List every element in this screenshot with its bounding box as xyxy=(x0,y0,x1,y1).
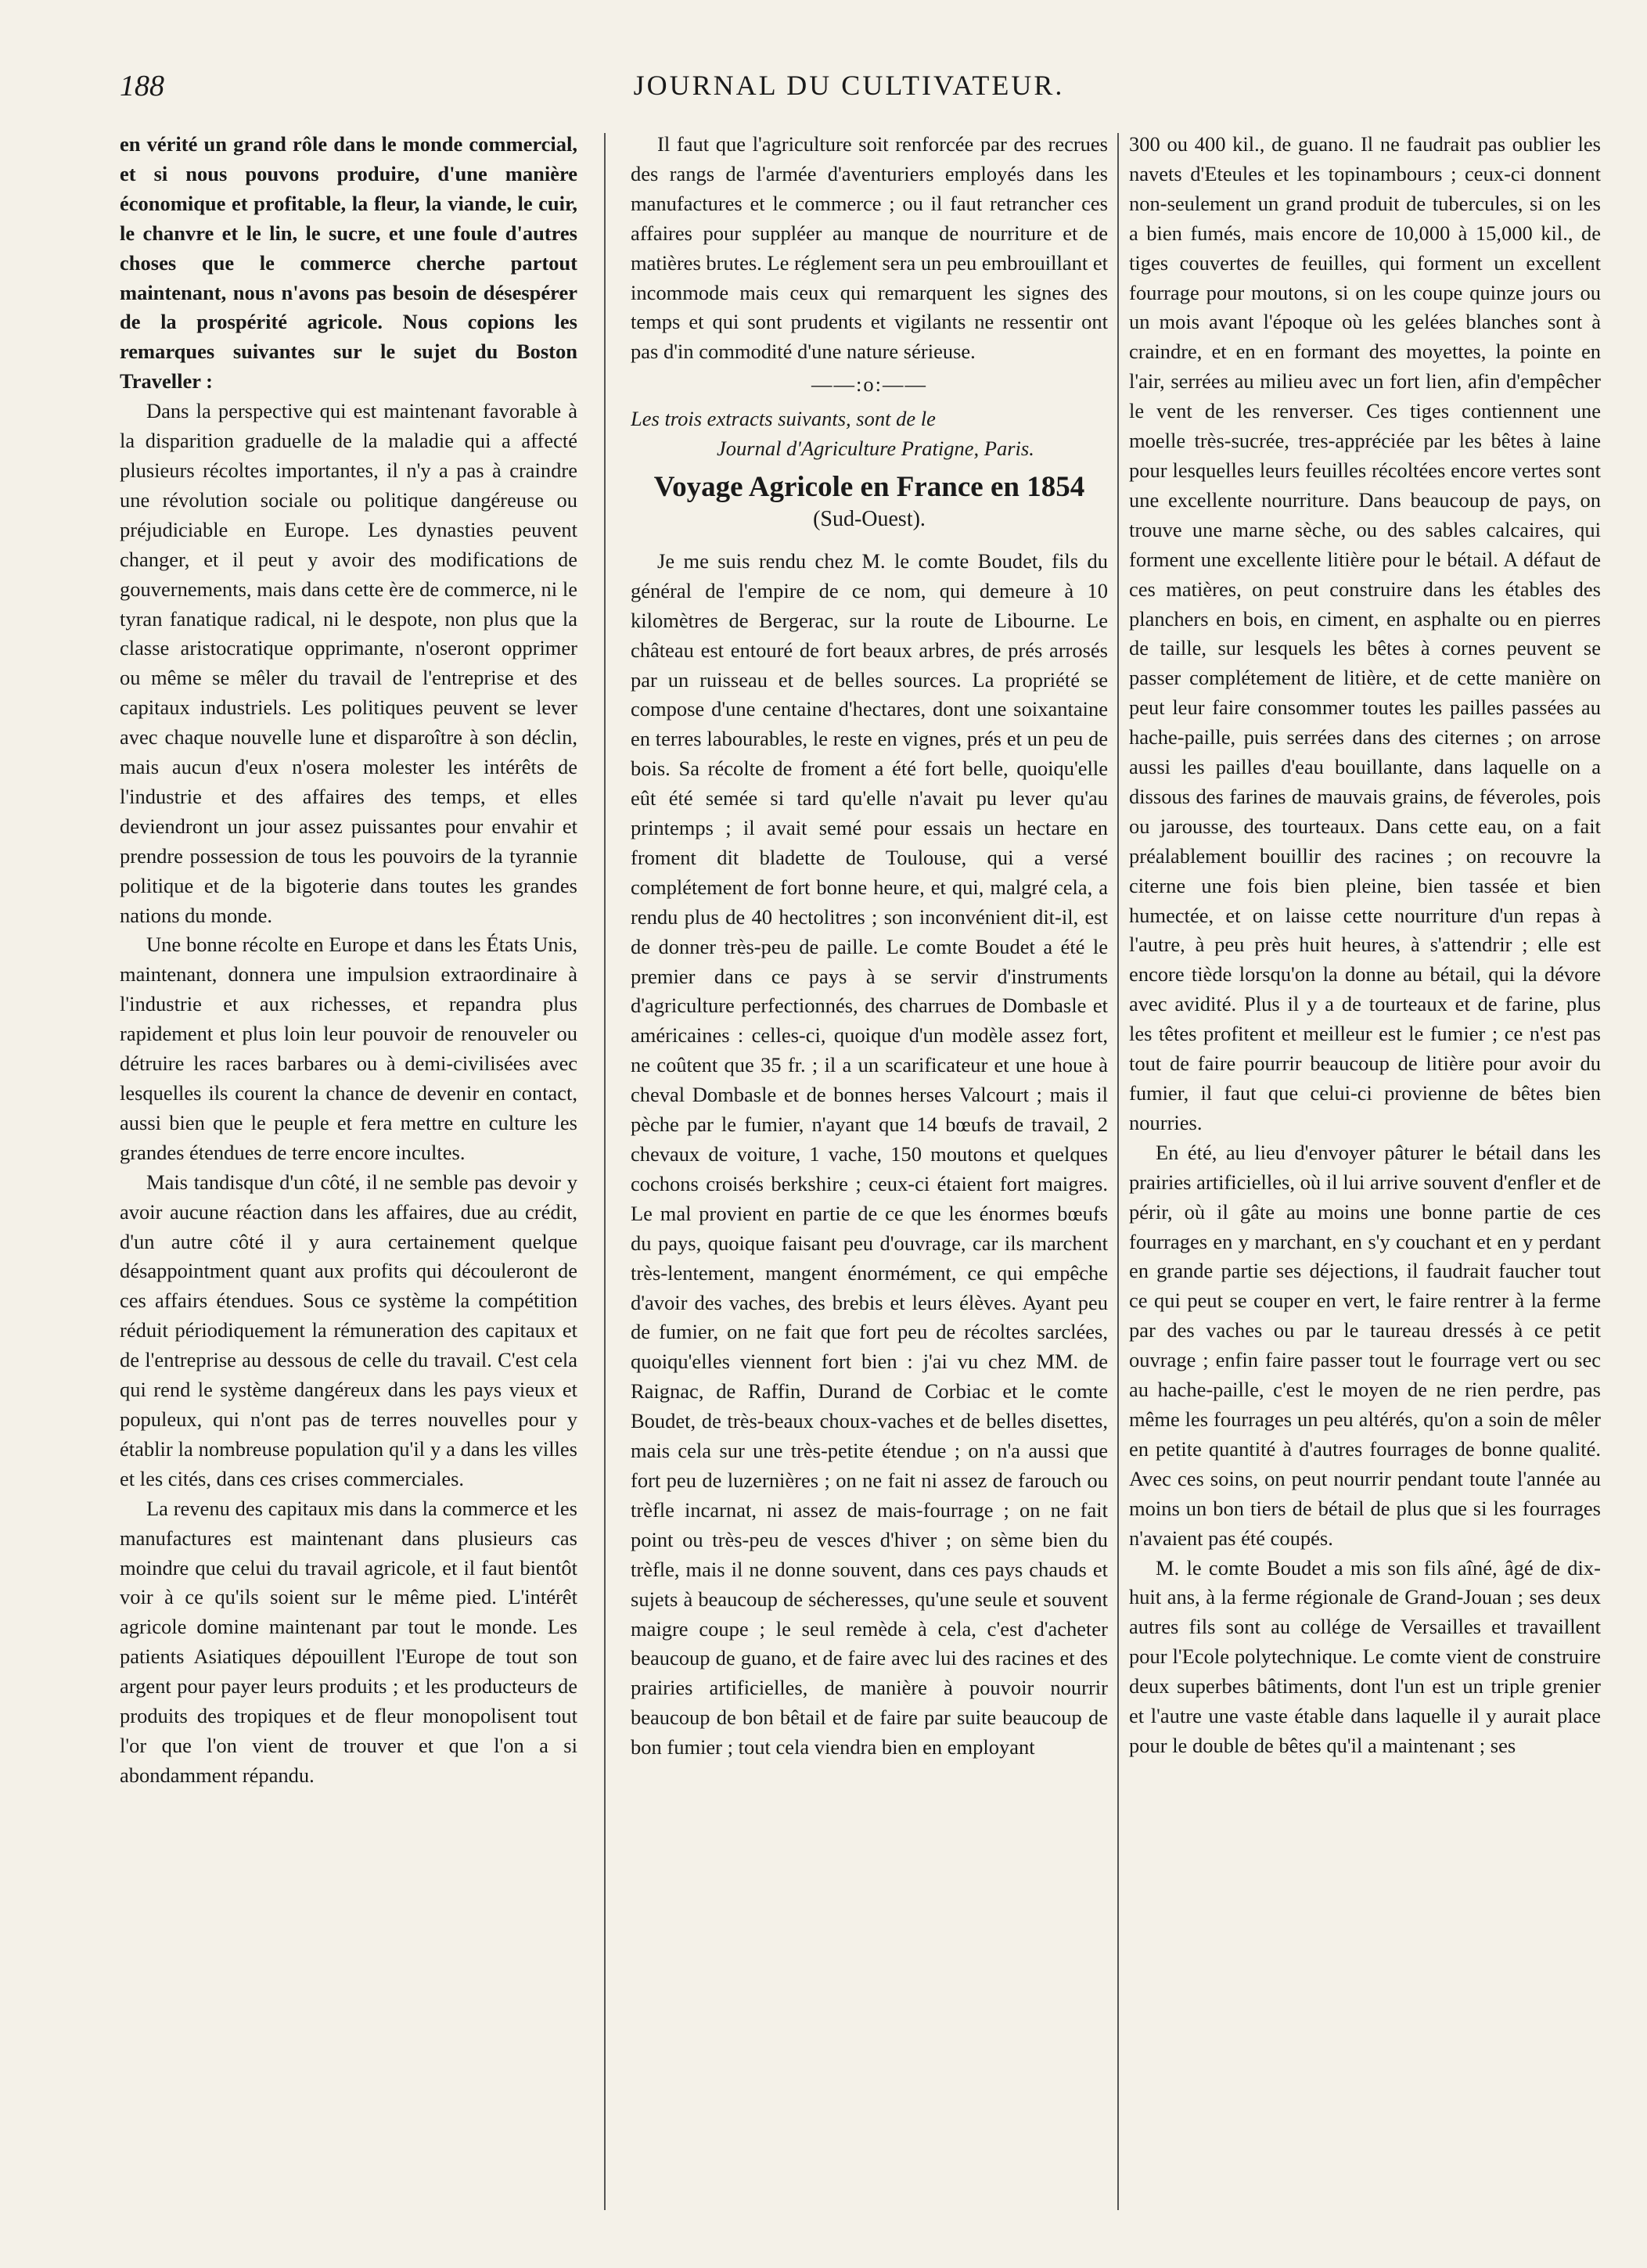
column-3 xyxy=(1129,130,1601,2227)
paragraph: M. le comte Boudet a mis son fils aîné, âgé de dix-huit ans, à la ferme régionale de Grand-Jouan ; ses deux autres fils sont au collége de Versailles et travaillent pour l'Ecole polytechnique. Le comte vient de construire deux superbes bâtiments, dont l'un est un triple grenier et l'autre une vaste étable dans laquelle il y aurait place pour le double de bêtes qu'il a maintenant ; ses xyxy=(1129,1555,1601,1757)
page-header xyxy=(113,69,1584,108)
column-divider xyxy=(1117,133,1119,2210)
paragraph: 300 ou 400 kil., de guano. Il ne faudrait pas oublier les navets d'Eteules et les topinambours ; ceux-ci donnent non-seulement un grand produit de tubercules, si on les a bien fumés, mais encore de 10,000 à 15,000 kil., de tiges couvertes de feuilles, qui forment un excellent fourrage pour moutons, si on les coupe quinze jours ou un mois avant l'époque où les gelées blanches sont à craindre, et en en formant des moyettes, la pointe en l'air, serrées au milieu avec un fort lien, afin d'empêcher le vent de les renverser. Ces tiges contiennent une moelle très-sucrée, tres-appréciée par les bêtes à laine pour lesquelles leurs feuilles récoltées encore vertes sont une excellente nourriture. Dans beaucoup de pays, on trouve une marne sèche, ou des sables calcaires, qui forment une excellente litière pour le bétail. A défaut de ces matières, on peut construire dans les étables des planchers en bois, en ciment, en asphalte ou en pierres de taille, sur lesquels les bêtes à cornes peuvent se passer complétement de litière, et de cette manière on peut leur faire consommer toutes les pailles passées au hache-paille, puis serrées dans des citernes ; on arrose aussi les pailles d'eau bouillante, dans laquelle on a dissous des farines de mauvais grains, de féveroles, pois ou jarousse, des tourteaux. Dans cette eau, on a fait préalablement bouillir des racines ; on recouvre la citerne une fois bien pleine, bien tassée et bien humectée, et on laisse cette nourriture d'un repas à l'autre, à peu près huit heures, à s'attendrir ; elle est encore tiède lorsqu'on la donne au bétail, qui la dévore avec avidité. Plus il y a de tourteaux et de farine, plus les têtes profitent et meilleur est le fumier ; ce n'est pas tout de faire pourrir beaucoup de litière pour avoir du fumier, il faut que celui-ci provienne de bêtes bien nourries. xyxy=(1129,132,1601,1134)
paragraph: en vérité un grand rôle dans le monde commercial, et si nous pouvons produire, d'une manière économique et profitable, la fleur, la viande, le cuir, le chanvre et le lin, le sucre, et une foule d'autres choses que le commerce cherche partout maintenant, nous n'avons pas besoin de désespérer de la prospérité agricole. Nous copions les remarques suivantes sur le sujet du Boston Traveller : xyxy=(120,132,577,394)
column-1 xyxy=(120,130,577,2227)
paragraph: Une bonne récolte en Europe et dans les États Unis, maintenant, donnera une impulsion extraordinaire à l'industrie et aux richesses, et repandra plus rapidement et plus loin leur pouvoir de renouveler ou détruire les races barbares ou à demi-civilisées avec lesquelles ils courent la chance de devenir en contact, aussi bien que le peuple et fera mettre en culture les grandes étendues de terre encore incultes. xyxy=(120,933,577,1164)
paragraph: En été, au lieu d'envoyer pâturer le bétail dans les prairies artificielles, où il lui arrive souvent d'enfler et de périr, où il gâte au moins une bonne partie de ces fourrages en y marchant, en s'y couchant et en y perdant en grande partie ses déjections, il faudrait faucher tout ce qui peut se couper en vert, le faire rentrer à la ferme par des vaches ou par le taureau dressés à ce petit ouvrage ; enfin faire passer tout le fourrage vert ou sec au hache-paille, c'est le moyen de ne rien perdre, pas même les fourrages un peu altérés, qu'on a soin de mêler en petite quantité à d'autres fourrages de bonne qualité. Avec ces soins, on peut nourrir pendant toute l'année au moins un bon tiers de bétail de plus que si les fourrages n'avaient pas été coupés. xyxy=(1129,1140,1601,1550)
paragraph: Dans la perspective qui est maintenant favorable à la disparition graduelle de la maladie qui a affecté plusieurs récoltes importantes, il n'y a pas à craindre une révolution sociale ou politique dangéreuse ou préjudiciable en Europe. Les dynasties peuvent changer, et il peut y avoir des modifications de gouvernements, mais dans cette ère de commerce, ni le tyran fanatique radical, ni le despote, non plus que la classe aristocratique opprimante, n'oseront opprimer ou même se mêler du travail de l'entreprise et des capitaux industriels. Les politiques peuvent se lever avec chaque nouvelle lune et disparoître à son déclin, mais aucun d'eux n'osera molester les intérêts de l'industrie et des affaires des temps, et elles deviendront un jour assez puissantes pour envahir et prendre possession de tous les pouvoirs de la tyrannie politique et de la bigoterie dans toutes les grandes nations du monde. xyxy=(120,399,577,927)
paragraph: Mais tandisque d'un côté, il ne semble pas devoir y avoir aucune réaction dans les affaires, due au crédit, d'un autre côté il y aura certainement quelque désappointment quant aux profits qui découleront de ces affairs étendues. Sous ce système la compétition réduit périodiquement la rémuneration des capitaux et de l'entreprise au dessous de celle du travail. C'est cela qui rend le système dangéreux dans les pays vieux et populeux, qui n'ont pas de terres nouvelles pour y établir la nombreuse population qu'il y a dans les villes et les cités, dans ces crises commerciales. xyxy=(120,1170,577,1490)
running-title: JOURNAL DU CULTIVATEUR. xyxy=(633,70,1065,101)
column-divider xyxy=(604,133,606,2210)
section-separator: ——:o:—— xyxy=(811,372,927,397)
page-number: 188 xyxy=(120,70,164,102)
paragraph: Je me suis rendu chez M. le comte Boudet, fils du général de l'empire de ce nom, qui demeure à 10 kilomètres de Bergerac, sur la route de Libourne. Le château est entouré de fort beaux arbres, de prés arrosés par un ruisseau et de belles sources. La propriété se compose d'une centaine d'hectares, dont une soixantaine en terres labourables, le reste en vignes, prés et un peu de bois. Sa récolte de froment a été fort belle, quoiqu'elle eût été semée si tard qu'elle n'avait pu lever qu'au printemps ; il avait semé pour essais un hectare en froment dit bladette de Toulouse, qui a versé complétement de fort bonne heure, et qui, malgré cela, a rendu plus de 40 hectolitres ; son inconvénient dit-il, est de donner très-peu de paille. Le comte Boudet a été le premier dans ce pays à se servir d'instruments d'agriculture perfectionnés, des charrues de Dombasle et américaines : celles-ci, quoique d'un modèle assez fort, ne coûtent que 35 fr. ; il a un scarificateur et une houe à cheval Dombasle et de bonnes herses Valcourt ; mais il pèche par le fumier, n'ayant que 14 bœufs de travail, 2 chevaux de voiture, 1 vache, 150 moutons et quelques cochons croisés berkshire ; ceux-ci étaient fort maigres. Le mal provient en partie de ce que les énormes bœufs du pays, quoique faisant peu d'ouvrage, car ils marchent très-lentement, mangent énormément, ce qui empêche d'avoir des vaches, des brebis et leurs élèves. Ayant peu de fumier, on ne fait que fort peu de récoltes sarclées, quoiqu'elles viennent fort bien : j'ai vu chez MM. de Raignac, de Raffin, Durand de Corbiac et le comte Boudet, de très-beaux choux-vaches et de belles disettes, mais cela sur une très-petite étendue ; on n'a aussi que fort peu de luzernières ; on ne fait ni assez de farouch ou trèfle incarnat, ni assez de mais-fourrage ; on ne fait point ou très-peu de vesces d'hiver ; on sème bien du trèfle, mais il ne donne souvent, dans ces pays chauds et sujets à beaucoup de sécheresses, qu'une seule et souvent maigre coupe ; le seul remède à cela, c'est d'acheter beaucoup de guano, et de faire avec lui des racines et des prairies artificielles, de manière à pouvoir nourrir beaucoup de bon bêtail et de faire par suite beaucoup de bon fumier ; tout cela viendra bien en employant xyxy=(631,548,1108,1759)
article-subtitle: (Sud-Ouest). xyxy=(813,506,926,531)
source-credit-line: Les trois extracts suivants, sont de le xyxy=(631,407,936,431)
column-2 xyxy=(631,130,1108,2227)
paragraph: La revenu des capitaux mis dans la commerce et les manufactures est maintenant dans plusieurs cas moindre que celui du travail agricole, et il faut bientôt voir à ce qu'ils soient sur le même pied. L'intérêt agricole domine maintenant par tout le monde. Les patients Asiatiques dépouillent l'Europe de tout son argent pour payer leurs produits ; et les producteurs de produits des tropiques et de fleur monopolisent tout l'or que l'on vient de trouver et que l'on a si abondamment répandu. xyxy=(120,1496,577,1787)
article-title: Voyage Agricole en France en 1854 xyxy=(653,470,1085,503)
source-credit-line: Journal d'Agriculture Pratigne, Paris. xyxy=(717,437,1034,461)
paragraph: Il faut que l'agriculture soit renforcée par des recrues des rangs de l'armée d'aventuriers employés dans les manufactures et le commerce ; ou il faut retrancher ces affaires pour suppléer au manque de nourriture et de matières brutes. Le réglement sera un peu embrouillant et incommode mais ceux qui remarquent les signes des temps et qui sont prudents et vigilants ne ressentir ont pas d'in commodité d'une nature sérieuse. xyxy=(631,132,1108,364)
